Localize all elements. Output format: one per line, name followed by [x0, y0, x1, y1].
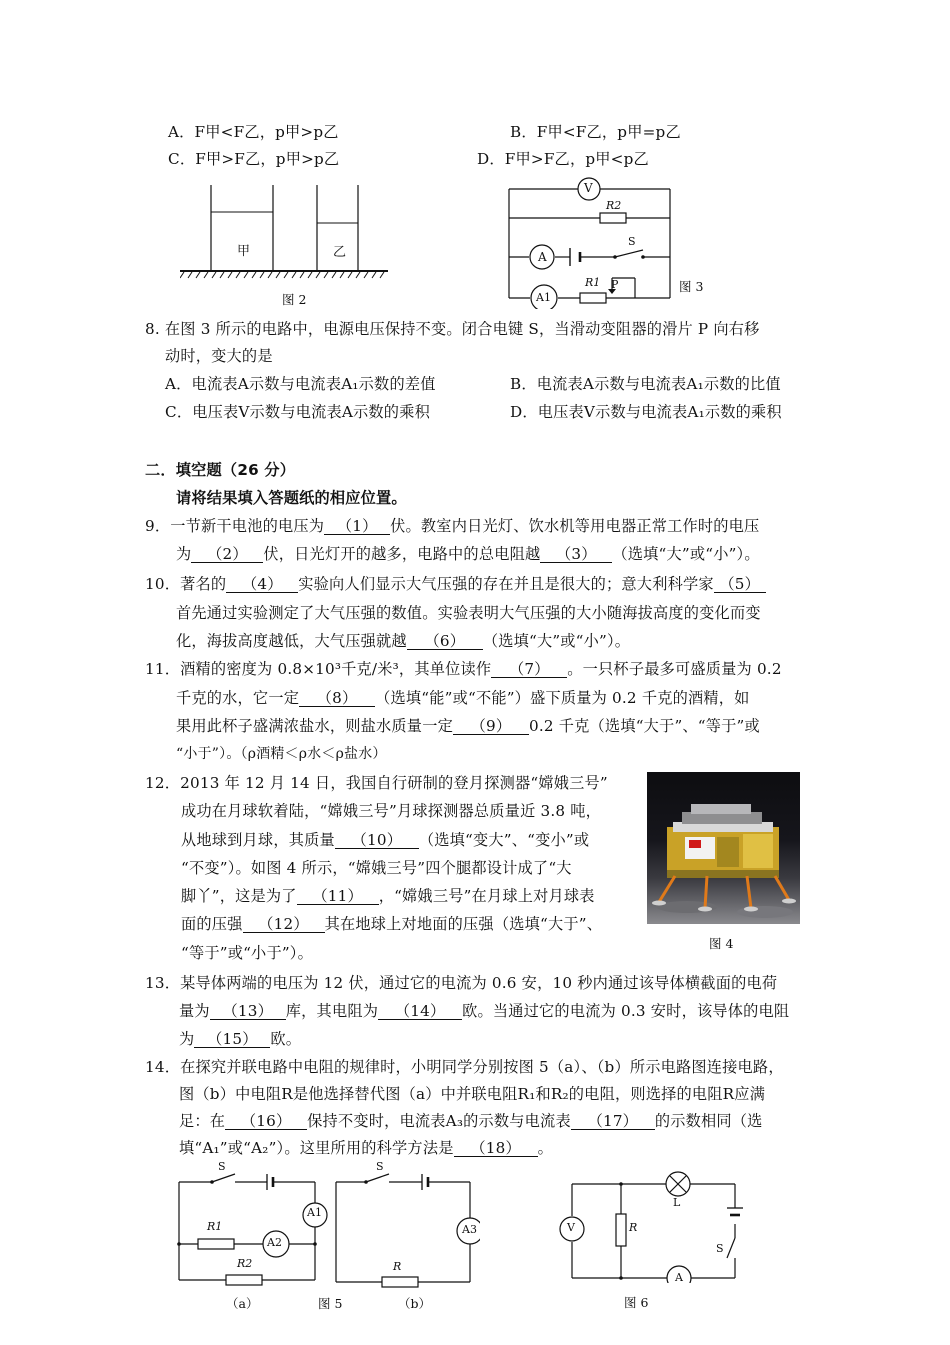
fig6-voltmeter-label: V: [567, 1221, 575, 1234]
q7-option-b: B．F甲<F乙，p甲=p乙: [510, 123, 681, 141]
answer-blank-6: （6）: [407, 633, 483, 650]
q9-line2: 为 （2） 伏，日光灯开的越多，电路中的总电阻越 （3） （选填“大”或“小”）。: [176, 545, 760, 563]
fig5a-r2-label: R2: [237, 1257, 253, 1270]
fig5a-switch-label: S: [218, 1160, 226, 1173]
answer-blank-3: （3）: [540, 546, 612, 563]
answer-blank-7: （7）: [491, 661, 567, 678]
r1-label: R1: [585, 276, 601, 289]
answer-blank-15: （15）: [194, 1031, 270, 1048]
q8-stem-line2: 动时，变大的是: [165, 347, 273, 365]
answer-blank-12: （12）: [243, 916, 325, 933]
q14-line2: 图（b）中电阻R是他选择替代图（a）中并联电阻R₁和R₂的电阻，则选择的电阻R应满: [179, 1085, 766, 1103]
lunar-lander-photo: [647, 772, 800, 924]
answer-blank-11: （11）: [297, 888, 379, 905]
fig5b-a3-label: A3: [462, 1223, 477, 1236]
fig5a-a1-label: A1: [307, 1206, 322, 1219]
figure-4-caption: 图 4: [709, 936, 734, 951]
fig5b-caption: （b）: [398, 1296, 432, 1311]
q12-line4: “不变”）。如图 4 所示，“嫦娥三号”四个腿都设计成了“大: [181, 859, 572, 877]
answer-blank-17: （17）: [571, 1113, 655, 1130]
q12-line5: 脚丫”，这是为了 （11） ，“嫦娥三号”在月球上对月球表: [181, 887, 595, 905]
q8-option-b: B．电流表A示数与电流表A₁示数的比值: [510, 375, 781, 393]
q12-line1: 12．2013 年 12 月 14 日，我国自行研制的登月探测器“嫦娥三号”: [145, 774, 608, 792]
q13-line3: 为 （15） 欧。: [179, 1030, 302, 1048]
q13-line1: 13．某导体两端的电压为 12 伏，通过它的电流为 0.6 安，10 秒内通过该导体横截面的电荷: [145, 974, 778, 992]
answer-blank-18: （18）: [454, 1140, 538, 1157]
q14-line3: 足：在 （16） 保持不变时，电流表A₃的示数与电流表 （17） 的示数相同（选: [179, 1112, 763, 1130]
q14-line4: 填“A₁”或“A₂”）。这里所用的科学方法是 （18） 。: [179, 1139, 553, 1157]
fig6-switch-label: S: [716, 1242, 724, 1255]
q10-line2: 首先通过实验测定了大气压强的数值。实验表明大气压强的大小随海拔高度的变化而变: [176, 604, 761, 622]
switch-s-label: S: [628, 235, 636, 248]
q12-line3: 从地球到月球，其质量 （10） （选填“变大”、“变小”或: [181, 831, 590, 849]
q8-option-c: C．电压表V示数与电流表A示数的乘积: [165, 403, 430, 421]
q8-option-a: A．电流表A示数与电流表A₁示数的差值: [165, 375, 436, 393]
section-2-instruction: 请将结果填入答题纸的相应位置。: [176, 489, 407, 507]
q10-line1: 10．著名的 （4） 实验向人们显示大气压强的存在并且是很大的；意大利科学家 （5）: [145, 573, 766, 594]
q9-line1: 9．一节新干电池的电压为 （1） 伏。教室内日光灯、饮水机等用电器正常工作时的电压: [145, 517, 760, 535]
q7-option-d: D．F甲>F乙，p甲<p乙: [477, 150, 649, 168]
figure-5-caption: 图 5: [318, 1296, 343, 1311]
q14-line1: 14．在探究并联电路中电阻的规律时，小明同学分别按图 5（a）、（b）所示电路图连接电路，: [145, 1058, 784, 1076]
ammeter-a-label: A: [538, 250, 547, 264]
answer-blank-1: （1）: [324, 518, 390, 535]
fig6-ammeter-label: A: [675, 1271, 683, 1284]
q12-line2: 成功在月球软着陆，“嫦娥三号”月球探测器总质量近 3.8 吨，: [181, 802, 602, 820]
q12-line6: 面的压强 （12） 其在地球上对地面的压强（选填“大于”、: [181, 915, 603, 933]
r2-label: R2: [606, 199, 622, 212]
answer-blank-8: （8）: [299, 690, 375, 707]
voltmeter-v-label: V: [584, 181, 593, 195]
answer-blank-5: （5）: [714, 576, 766, 593]
section-2-title: 二．填空题（26 分）: [145, 461, 296, 479]
figure-2-caption: 图 2: [282, 292, 307, 307]
answer-blank-10: （10）: [335, 832, 419, 849]
answer-blank-9: （9）: [453, 718, 529, 735]
figure-6-caption: 图 6: [624, 1295, 649, 1310]
fig5a-caption: （a）: [226, 1296, 259, 1311]
fig5a-r1-label: R1: [207, 1220, 223, 1233]
q7-option-c: C．F甲>F乙，p甲>p乙: [168, 150, 340, 168]
q7-option-a: A．F甲<F乙，p甲>p乙: [168, 123, 339, 141]
slider-p-label: P: [611, 278, 619, 291]
q8-stem-line1: 8. 在图 3 所示的电路中，电源电压保持不变。闭合电键 S，当滑动变阻器的滑片 P 向右移: [145, 320, 760, 338]
ammeter-a1-label: A1: [536, 291, 551, 304]
q10-line3: 化，海拔高度越低，大气压强就越 （6） （选填“大”或“小”）。: [176, 632, 631, 650]
fig5b-r-label: R: [393, 1260, 402, 1273]
q8-option-d: D．电压表V示数与电流表A₁示数的乘积: [510, 403, 782, 421]
fig5b-switch-label: S: [376, 1160, 384, 1173]
container-jia-label: 甲: [237, 244, 251, 259]
fig5a-a2-label: A2: [267, 1236, 282, 1249]
fig6-lamp-label: L: [673, 1196, 681, 1209]
q11-line2: 千克的水，它一定 （8） （选填“能”或“不能”）盛下质量为 0.2 千克的酒精，如: [176, 689, 750, 707]
q11-line4: “小于”）。（ρ酒精＜ρ水＜ρ盐水）: [176, 746, 387, 762]
answer-blank-14: （14）: [378, 1003, 462, 1020]
answer-blank-4: （4）: [226, 576, 298, 593]
figure-6-circuit: [555, 1168, 745, 1283]
q11-line1: 11．酒精的密度为 0.8×10³千克/米³，其单位读作 （7） 。一只杯子最多可盛质量为 0.2: [145, 660, 782, 678]
q11-line3: 果用此杯子盛满浓盐水，则盐水质量一定 （9） 0.2 千克（选填“大于”、“等于”或: [176, 717, 760, 735]
q13-line2: 量为 （13） 库，其电阻为 （14） 欧。当通过它的电流为 0.3 安时，该导体的电阻: [179, 1002, 790, 1020]
answer-blank-2: （2）: [191, 546, 263, 563]
answer-blank-13: （13）: [210, 1003, 286, 1020]
answer-blank-16: （16）: [225, 1113, 307, 1130]
fig6-r-label: R: [629, 1221, 638, 1234]
container-yi-label: 乙: [333, 245, 347, 260]
q12-line7: “等于”或“小于”）。: [181, 944, 313, 962]
figure-3-caption: 图 3: [679, 279, 704, 294]
